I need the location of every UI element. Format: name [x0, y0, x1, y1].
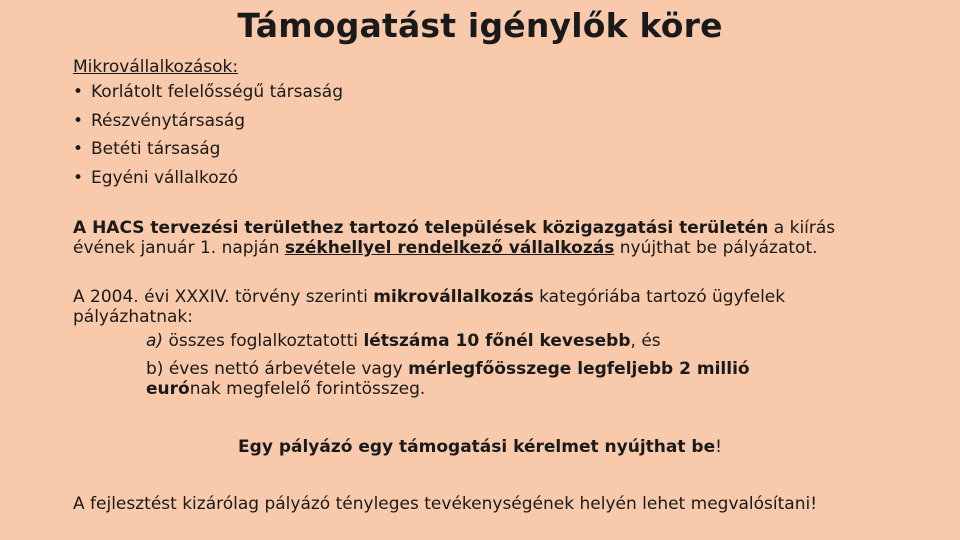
law-paragraph [73, 287, 833, 399]
micro-list [73, 78, 343, 192]
list-item: • Korlátolt felelősségű társaság [73, 82, 343, 102]
implementation-note: A fejlesztést kizárólag pályázó tényleges tevékenységének helyén lehet megvalósítani! [73, 494, 818, 514]
slide-title: Támogatást igénylők köre [237, 6, 723, 45]
micro-section [73, 56, 343, 192]
eligibility-paragraph: A HACS tervezési területhez tartozó települések közigazgatási területén a kiírás évének január 1. napján székhellyel rendelkező vállalkozás nyújthat be pályázatot. [73, 218, 836, 258]
list-item: • Részvénytársaság [73, 110, 246, 131]
law-intro: A 2004. évi XXXIV. törvény szerinti mikrovállalkozás kategóriába tartozó ügyfelek pályázhatnak: [73, 287, 786, 327]
condition-a: a) összes foglalkoztatotti létszáma 10 főnél kevesebb, és [146, 331, 661, 351]
micro-heading: Mikrovállalkozások: [73, 57, 239, 77]
list-item: • Egyéni vállalkozó [73, 167, 238, 188]
list-item: • Betéti társaság [73, 139, 221, 159]
one-application-note: Egy pályázó egy támogatási kérelmet nyújthat be! [238, 437, 722, 457]
condition-b: b) éves nettó árbevétele vagy mérlegfőösszege legfeljebb 2 millió eurónak megfelelő forintösszeg. [146, 359, 750, 399]
